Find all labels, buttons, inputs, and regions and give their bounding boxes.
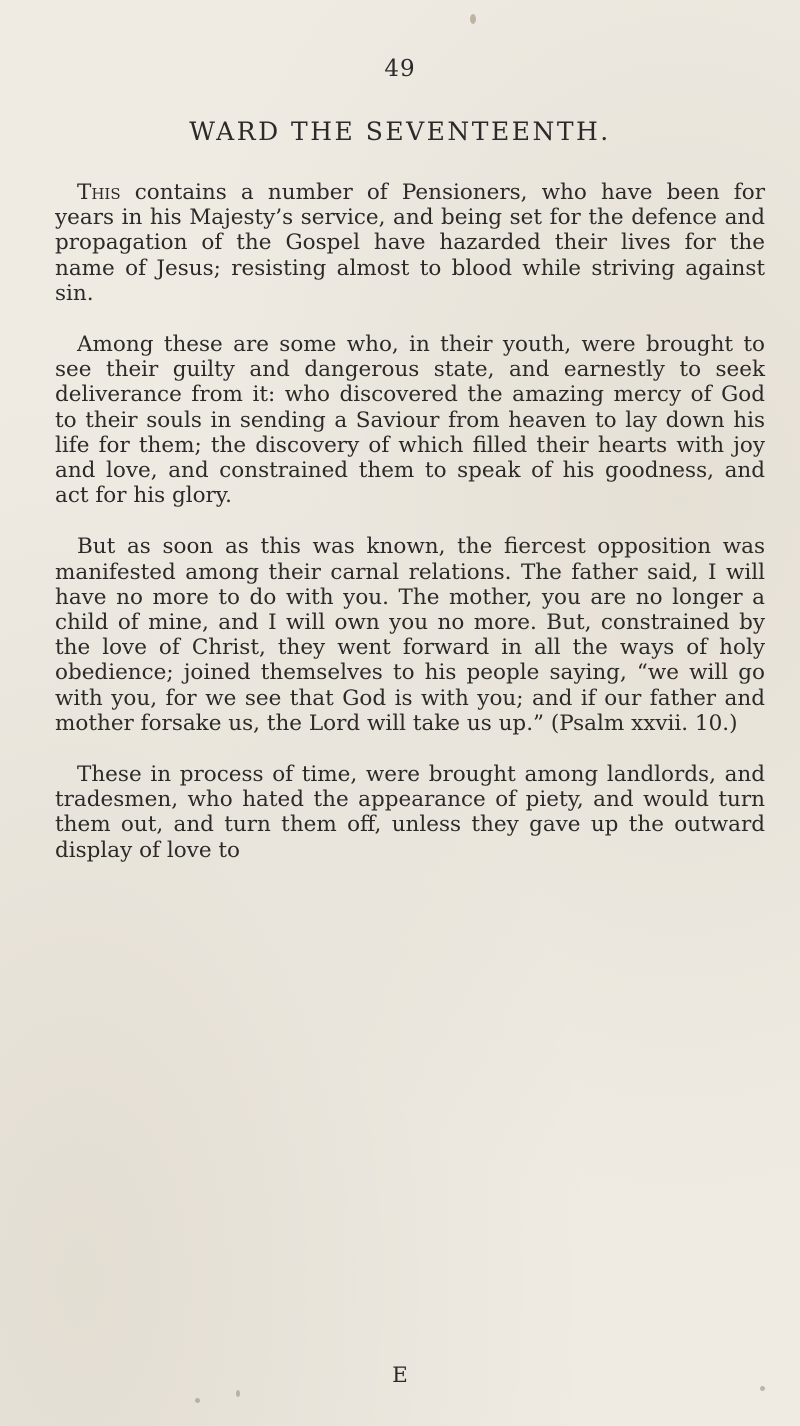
paragraph-1 [55, 180, 765, 306]
paragraph-3 [55, 534, 765, 736]
paragraph-4 [55, 762, 765, 863]
signature-mark: E [392, 1363, 408, 1388]
paragraph-2 [55, 332, 765, 508]
paper-speck [195, 1398, 200, 1403]
paper-speck [236, 1390, 240, 1397]
paragraph-text: These in process of time, were brought among landlords, and tradesmen, who hated the appearance of piety, and would turn them out, and turn them off, unless they gave up the outward display of love to [55, 762, 765, 863]
paragraph-text: But as soon as this was known, the fiercest opposition was manifested among their carnal relations. The father said, I will have no more to do with you. The mother, you are no longer a child of mine, and I will own you no more. But, constrained by the love of Christ, they went forward in all the ways of holy obedience; joined themselves to his people saying, “we will go with you, for we see that God is with you; and if our father and mother forsake us, the Lord will take us up.” (Psalm xxvii. 10.) [55, 534, 765, 736]
paragraph-text: Among these are some who, in their youth, were brought to see their guilty and dangerous state, and earnestly to seek deliverance from it: who discovered the amazing mercy of God to their souls in sending a Saviour from heaven to lay down his life for them; the discovery of which filled their hearts with joy and love, and constrained them to speak of his goodness, and act for his glory. [55, 332, 765, 509]
paper-speck [760, 1386, 765, 1391]
paragraph-lead-word: This [77, 180, 121, 205]
paper-speck [470, 14, 476, 24]
paragraph-text: contains a number of Pensioners, who have been for years in his Majesty’s service, and being set for the defence and propagation of the Gospel have hazarded their lives for the name of Jesus; resisting almost to blood while striving against sin. [55, 180, 765, 306]
body-text [55, 180, 765, 889]
page-number: 49 [384, 56, 416, 82]
section-title: WARD THE SEVENTEENTH. [189, 117, 611, 146]
